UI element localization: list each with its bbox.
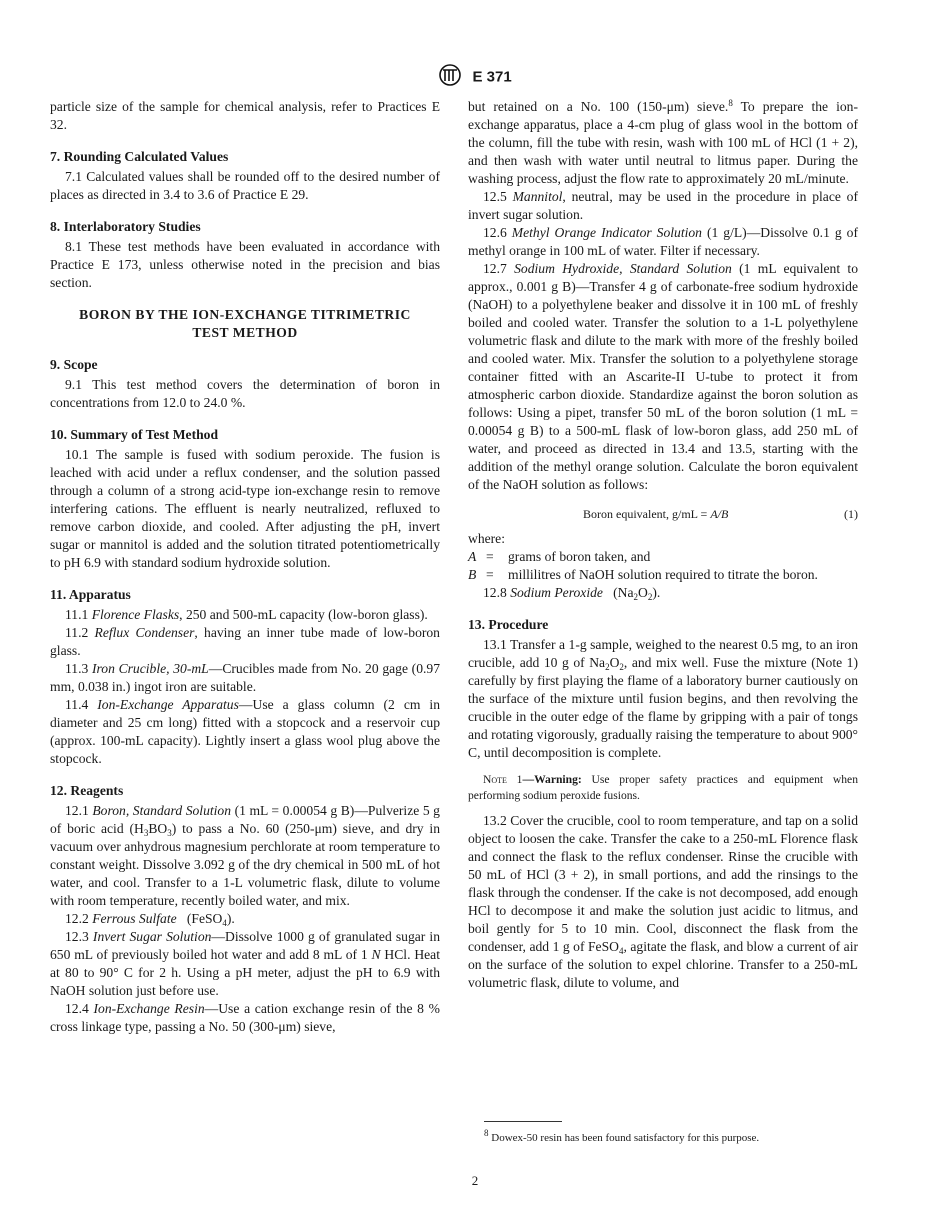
equation-number: (1) [844,507,858,521]
section-13-heading: 13. Procedure [468,617,549,632]
paragraph-12-7: 12.7 Sodium Hydroxide, Standard Solution (1 mL equivalent to approx., 0.001 g B)—Transfer 4 g of carbonate-free sodium hydroxide (NaOH) to a polyethylene beaker and dissolve it in 100 mL of freshly boiled and cooled water. Transfer the solution to a 1-L polyethylene volumetric flask and dilute to the mark with more of the freshly boiled and cooled water. Mix. Transfer the solution to a polyethylene storage container fitted with an Ascarite-II U-tube to protect it from atmospheric carbon dioxide. Standardize against the boron solution as follows: Using a pipet, transfer 50 mL of the boron solution (1 mL = 0.00054 g B) to a 500-mL flask of low-boron glass, add 250 mL of water, and proceed as directed in 13.4 and 13.5, starting with the addition of the methyl orange solution. Calculate the boron equivalent of the NaOH solution as follows: [468,261,858,492]
paragraph-8-1: 8.1 These test methods have been evaluated in accordance with Practice E 173, unless otherwise noted in the precision and bias section. [50,239,440,290]
definition-b: B = millilitres of NaOH solution required to titrate the boron. [468,567,818,582]
paragraph-12-6: 12.6 Methyl Orange Indicator Solution (1 g/L)—Dissolve 0.1 g of methyl orange in 100 mL of water. Filter if necessary. [468,225,858,258]
where-label: where: [468,531,505,546]
paragraph-12-8: 12.8 Sodium Peroxide $(Na_2O_2)$. [483,585,661,602]
note-1: Note 1—Warning: Use proper safety practices and equipment when performing sodium peroxide fusions. [468,773,858,802]
paragraph-11-1: 11.1 Florence Flasks, 250 and 500-mL capacity (low-boron glass). [65,607,428,622]
page-number: 2 [471,1173,479,1188]
paragraph-13-2: 13.2 Cover the crucible, cool to room temperature, and tap on a solid object to loosen the cake. Transfer the cake to a 250-mL Florence flask and connect the flask to the reflux condenser. Rinse the crucible with 50 mL of HCl (3 + 2), in small portions, and add the rinsings to the flask through the condenser. If the cake is not decomposed, add enough HCl to decompose it and make the solution just acidic to litmus, and boil gently for 5 to 10 min. Cool, disconnect the flask from the condenser, add 1 g of FeSO$_4$, agitate the flask, and blow a current of air on the surface of the solution to expel chlorine. Transfer to a 250-mL volumetric flask, dilute to volume, and [468,813,858,990]
footnote-divider [484,1121,562,1122]
section-10-heading: 10. Summary of Test Method [50,427,219,442]
equation-1: Boron equivalent, g/mL = A/B (1) [583,507,858,521]
footnote-mark: 8 [484,1128,489,1138]
paragraph-11-3: 11.3 Iron Crucible, 30-mL—Crucibles made from No. 20 gage (0.97 mm, 0.038 in.) ingot iron are suitable. [50,661,440,694]
paragraph-12-4: 12.4 Ion-Exchange Resin—Use a cation exchange resin of the 8 % cross linkage type, passing a No. 50 (300-μm) sieve, [50,1001,440,1034]
paragraph-11-4: 11.4 Ion-Exchange Apparatus—Use a glass column (2 cm in diameter and 25 cm long) fitted with a stopcock and a reservoir cup (approx. 100-mL capacity). Lightly insert a glass wool plug above the stopcock. [50,697,440,766]
right-column [468,98,858,992]
definition-a: A = grams of boron taken, and [468,549,651,564]
paragraph-12-3: 12.3 Invert Sugar Solution—Dissolve 1000 g of granulated sugar in 650 mL of previously boiled hot water and add 8 mL of 1 N HCl. Heat at 80 to 90° C for 2 h. Using a pH meter, adjust the pH to 6.9 with NaOH solution just before use. [50,929,440,998]
paragraph-13-1: 13.1 Transfer a 1-g sample, weighed to the nearest 0.5 mg, to an iron crucible, add 10 g of $Na_2O_2$, and mix well. Fuse the mixture (Note 1) carefully by first playing the flame of a laboratory burner cautiously on the surface of the mixture until fusion begins, and then revolving the crucible in the outer edge of the flame by gripping with a pair of tongs and rotating vigorously, gradually raising the temperature to about 900° C, until decomposition is complete. [468,637,859,760]
page-header [0,64,950,90]
section-12-heading: 12. Reagents [50,783,124,798]
footnote: $^8$ Dowex-50 resin has been found satisfactory for this purpose. [484,1128,760,1144]
paragraph-12-1: 12.1 Boron, Standard Solution (1 mL = 0.00054 g B)—Pulverize 5 g of boric acid $(H_3BO_3)$ to pass a No. 60 (250-μm) sieve, and dry in vacuum over anhydrous magnesium perchlorate at room temperature to constant weight. Dissolve 3.092 g of the dry chemical in 500 mL of hot water, and cool. Transfer to a 1-L volumetric flask, dilute to volume with room temperature, recently boiled water, and mix. [50,803,441,908]
section-11-heading: 11. Apparatus [50,587,131,602]
paragraph-11-2: 11.2 Reflux Condenser, having an inner tube made of low-boron glass. [50,625,440,658]
designation: E 371 [472,68,512,86]
paragraph-intro: particle size of the sample for chemical analysis, refer to Practices E 32. [50,99,440,132]
astm-logo-icon [438,64,462,90]
footnote-reference: 8 [728,98,733,108]
paragraph-7-1: 7.1 Calculated values shall be rounded off to the desired number of places as directed in 3.4 to 3.6 of Practice E 29. [50,169,440,202]
left-column [50,98,440,1036]
paragraph-12-4-continued: but retained on a No. 100 (150-μm) sieve.$^8$ To prepare the ion-exchange apparatus, place a 4-cm plug of glass wool in the bottom of the column, fill the tube with resin, wash with 100 mL of HCl (1 + 2), and then wash with water until neutral to litmus paper. During the washing process, adjust the flow rate to approximately 20 mL/minute. [468,98,858,186]
paragraph-12-5: 12.5 Mannitol, neutral, may be used in the procedure in place of invert sugar solution. [468,189,858,222]
section-9-heading: 9. Scope [50,357,98,372]
paragraph-10-1: 10.1 The sample is fused with sodium peroxide. The fusion is leached with acid under a reflux condenser, and the solution passed through a column of a strong acid-type ion-exchange resin to remove interfering cations. The effluent is nearly neutralized, refluxed to remove carbon dioxide, and cooled. After adjusting the pH, invert sugar or mannitol is added and the solution titrated potentiometrically to pH 6.9 with standard sodium hydroxide solution. [50,447,440,570]
paragraph-9-1: 9.1 This test method covers the determination of boron in concentrations from 12.0 to 24.0 %. [50,377,440,410]
section-8-heading: 8. Interlaboratory Studies [50,219,201,234]
section-7-heading: 7. Rounding Calculated Values [50,149,229,164]
paragraph-12-2: 12.2 Ferrous Sulfate (FeSO$_4$). [65,911,235,928]
boron-method-title: BORON BY THE ION-EXCHANGE TITRIMETRIC TEST METHOD [79,307,411,340]
